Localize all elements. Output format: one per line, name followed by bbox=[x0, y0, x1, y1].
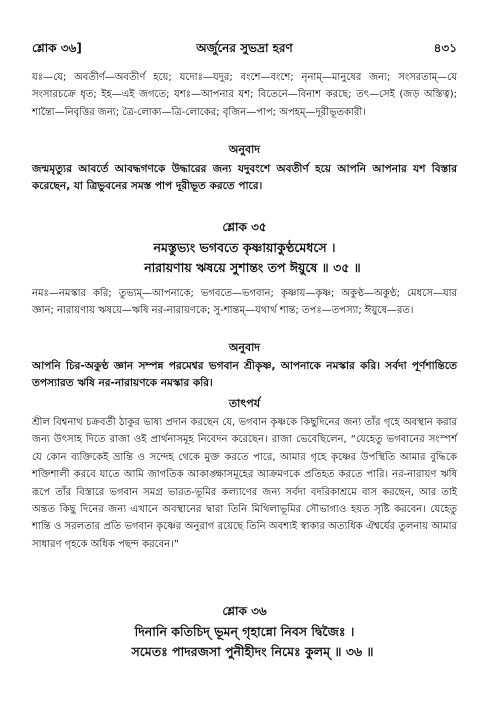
translation-heading-35: অনুবাদ bbox=[228, 341, 261, 354]
verse-35-line-2: নারায়ণায় ঋষয়ে সুশান্তং তপ ঈয়ুষে ॥ ৩৫ ॥ bbox=[144, 260, 361, 275]
page-number: ৪৩১ bbox=[433, 41, 457, 55]
verse-36-line-1: দিনানি কতিচিদ্ ভূমন্ গৃহান্নো নিবস দ্বিজৈঃ । bbox=[134, 624, 355, 639]
verse-35-heading: শ্লোক ৩৫ bbox=[222, 220, 267, 234]
verse-36-heading: শ্লোক ৩৬ bbox=[222, 604, 267, 618]
translation-verse-35: আপনি চির-অকুণ্ঠ জ্ঞান সম্পন্ন পরমেশ্বর ভগবান শ্রীকৃষ্ণ, আপনাকে নমস্কার করি। সর্বদা পূর্ণশান্তিতে তপস্যারত ঋষি নর-নারায়ণকে নমস্কার করি। bbox=[32, 360, 457, 390]
verse-36-sanskrit bbox=[32, 622, 457, 662]
synonyms-verse-34: যঃ—যে; অবতীর্ণ—অবতীর্ণ হয়ে; যদোঃ—যদুর; বংশে—বংশে; নৃনাম্—মানুষের জন্য; সংসরতাম্—যে সংসারচক্রে ধৃত; ইহ—এই জগতে; যশঃ—আপনার যশ; বিতেনে—বিনাশ করছে; তৎ—সেই (জড় অস্তিত্ব); শান্ত্যৈ—নিবৃত্তির জন্য; ত্রৈ-লোক্য—ত্রি-লোকের; বৃজিন—পাপ; অপহম্—দূরীভূতকারী। bbox=[32, 72, 457, 118]
verse-35-line-1: নমস্তুভ্যং ভগবতে কৃষ্ণায়াকুণ্ঠমেধসে । bbox=[153, 240, 336, 255]
translation-verse-34: জন্মমৃত্যুর আবর্তে আবদ্ধগণকে উদ্ধারের জন্য যদুবংশে অবতীর্ণ হয়ে আপনি আপনার যশ বিস্তার করেছেন, যা ত্রিভুবনের সমস্ত পাপ দূরীভূত করতে পারে। bbox=[32, 163, 457, 193]
purport-text: শ্রীল বিশ্বনাথ চক্রবর্তী ঠাকুর ভাষ্য প্রদান করছেন যে, ভগবান কৃষ্ণকে কিছুদিনের জন্য তাঁর গৃহে অবস্থান করার জন্য উৎসাহ দিতে রাজা ওই প্রার্থনাসমূহ নিবেদন করেছেন। রাজা ভেবেছিলেন, “যেহেতু ভগবানের সংস্পর্শ যে কোন ব্যক্তিকেই ভ্রান্তি ও সন্দেহ থেকে মুক্ত করতে পারে, আমার গৃহে কৃষ্ণের উপস্থিতি আমার বুদ্ধিকে শক্তিশালী করবে যাতে আমি জাগতিক আকাঙ্ক্ষাসমূহের আক্রমণকে প্রতিহত করতে পারি। নর-নারায়ণ ঋষি রূপে তাঁর বিস্তারে ভগবান সমগ্র ভারত-ভূমির কল্যাণের জন্য সর্বদা বদরিকাশ্রমে বাস করছেন, আর তাই অন্তত কিছু দিনের জন্য এখানে অবস্থানের দ্বারা তিনি মিথিলাভূমির সৌভাগ্যও হয়ত সৃষ্টি করবেন। যেহেতু শান্তি ও সরলতার প্রতি ভগবান কৃষ্ণের অনুরাগ রয়েছে তিনি অবশ্যই স্বাকার অত্যধিক ঐশ্বর্যের তুলনায় আমার সাধারণ গৃহকে অধিক পছন্দ করবেন।” bbox=[32, 417, 457, 550]
header-verse-ref: শ্লোক ৩৬] bbox=[32, 41, 82, 55]
verse-35-sanskrit bbox=[32, 238, 457, 278]
translation-heading-34: অনুবাদ bbox=[228, 143, 261, 156]
header-chapter-title: অর্জুনের সুভদ্রা হরণ bbox=[196, 41, 293, 55]
running-header bbox=[32, 40, 457, 58]
purport-heading: তাৎপর্য bbox=[228, 397, 261, 410]
synonyms-verse-35: নমঃ—নমস্কার করি; তুভ্যম্—আপনাকে; ভগবতে—ভগবান; কৃষ্ণায়—কৃষ্ণ; অকুণ্ঠ—অকুণ্ঠ; মেধসে—যার জ্ঞান; নারায়ণায় ঋষয়ে—ঋষি নর-নারায়ণকে; সু-শান্তম্—যথার্থ শান্ত; তপঃ—তপস্যা; ঈয়ুষে—রত। bbox=[32, 288, 457, 317]
verse-36-line-2: সমেতঃ পাদরজসা পুনীহীদং নিমেঃ কুলম্ ॥ ৩৬ ॥ bbox=[131, 644, 374, 659]
